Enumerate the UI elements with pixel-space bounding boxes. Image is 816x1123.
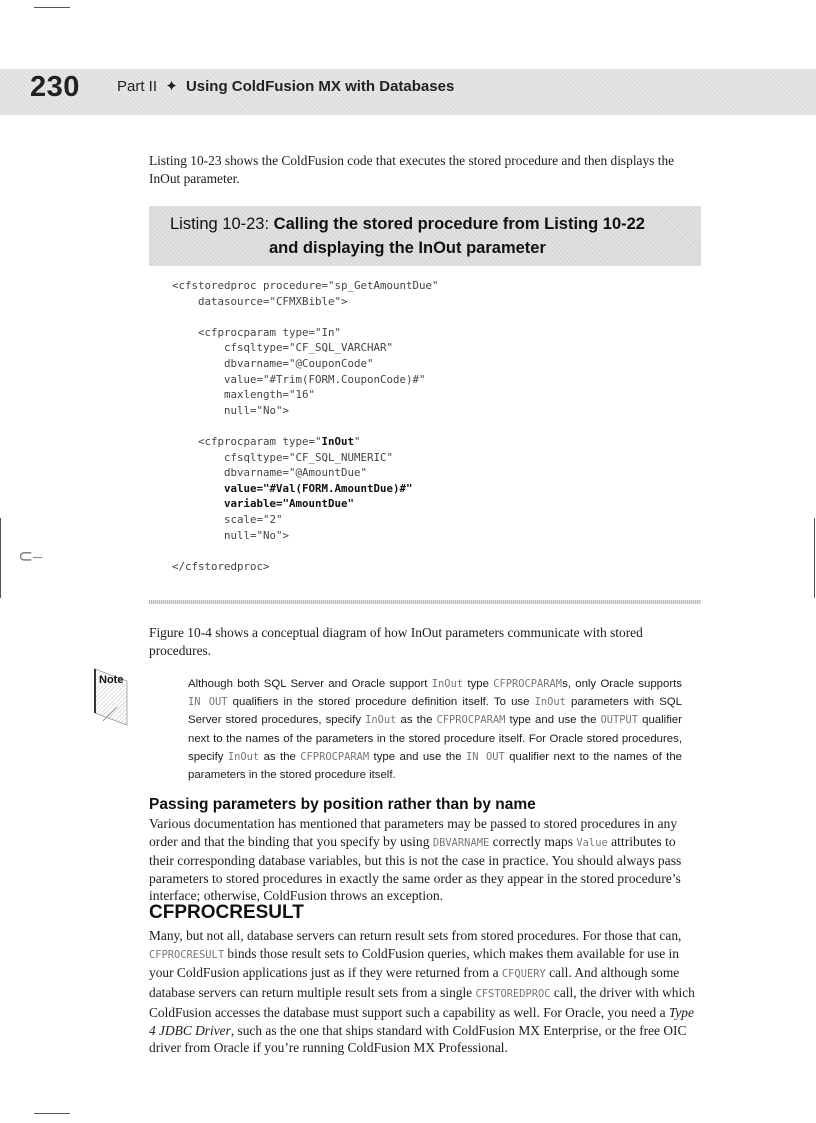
code-line: cfsqltype="CF_SQL_VARCHAR" [172,341,394,355]
code-line: cfsqltype="CF_SQL_NUMERIC" [172,450,394,464]
crop-mark [0,518,1,598]
section2-paragraph: Many, but not all, database servers can return result sets from stored procedures. For those that can, CFPROCRESULT binds those result sets to ColdFusion queries, which makes them available for use in your ColdFusion applications just as if they were returned from a CFQUERY call. And although some database servers can return multiple result sets from a single CFSTOREDPROC call, the driver with which ColdFusion accesses the database must support such a capability as well. For Oracle, you need a Type 4 JDBC Driver, such as the one that ships standard with ColdFusion MX Enterprise, or the free OIC driver from Oracle if you’re running ColdFusion MX Professional. [149,928,695,1056]
running-header [0,69,816,115]
code-line: dbvarname="@CouponCode" [172,356,374,370]
crop-mark [814,518,815,598]
code-listing [172,278,439,574]
code-line [172,543,439,559]
listing-title-line2: and displaying the InOut parameter [269,239,546,257]
crop-mark [34,7,70,8]
note-text: Although both SQL Server and Oracle support InOut type CFPROCPARAMs, only Oracle supports IN OUT qualifiers in the stored procedure definition itself. To use InOut parameters with SQL Server stored procedures, specify InOut as the CFPROCPARAM type and use the OUTPUT qualifier next to the names of the parameters in the stored procedure itself. For Oracle stored procedures, specify InOut as the CFPROCPARAM type and use the IN OUT qualifier next to the names of the parameters in the stored procedure itself. [188,678,683,782]
code-line: null="No"> [172,403,290,417]
code-line [172,309,439,325]
note-icon [85,661,175,731]
section1-paragraph: Various documentation has mentioned that parameters may be passed to stored procedures in any order and that the binding that you specify by using DBVARNAME correctly maps Value attributes to their corresponding database variables, but this is not the case in practice. You should always pass parameters to stored procedures in exactly the same order as they appear in the stored procedure’s interface; otherwise, ColdFusion throws an exception. [149,816,682,904]
registration-mark-icon: ⊂– [18,546,43,566]
code-line: variable="AmountDue" [172,497,355,511]
listing-label: Listing 10-23: [170,215,270,233]
code-line: <cfstoredproc procedure="sp_GetAmountDue" [172,279,439,292]
code-line: dbvarname="@AmountDue" [172,466,368,480]
diamond-icon: ✦ [165,78,178,95]
section-heading-passing-parameters: Passing parameters by position rather than by name [149,796,536,813]
code-line: <cfprocparam type="InOut" [172,434,361,448]
code-line: value="#Val(FORM.AmountDue)#" [172,481,413,495]
crop-mark [34,1113,70,1114]
code-line: null="No"> [172,528,290,542]
code-line [172,418,439,434]
intro-paragraph: Listing 10-23 shows the ColdFusion code that executes the stored procedure and then displays the InOut parameter. [149,153,675,186]
listing-caption [149,206,701,266]
section-heading-cfprocresult: CFPROCRESULT [149,902,304,923]
part-title [117,77,454,95]
listing-end-rule [149,600,701,604]
listing-title-line1: Calling the stored procedure from Listing 10-22 [273,215,645,233]
code-line: <cfprocparam type="In" [172,325,342,339]
code-line: value="#Trim(FORM.CouponCode)#" [172,372,426,386]
code-line: maxlength="16" [172,388,316,402]
note-icon-label: Note [99,674,124,686]
code-line: </cfstoredproc> [172,559,270,573]
part-name: Using ColdFusion MX with Databases [185,78,455,95]
code-line: scale="2" [172,512,283,526]
listing-title [170,212,670,260]
figure-reference-paragraph: Figure 10-4 shows a conceptual diagram of how InOut parameters communicate with stored procedures. [149,625,643,658]
part-label: Part II [117,78,158,95]
page-number: 230 [30,71,80,103]
code-line: datasource="CFMXBible"> [172,294,348,308]
